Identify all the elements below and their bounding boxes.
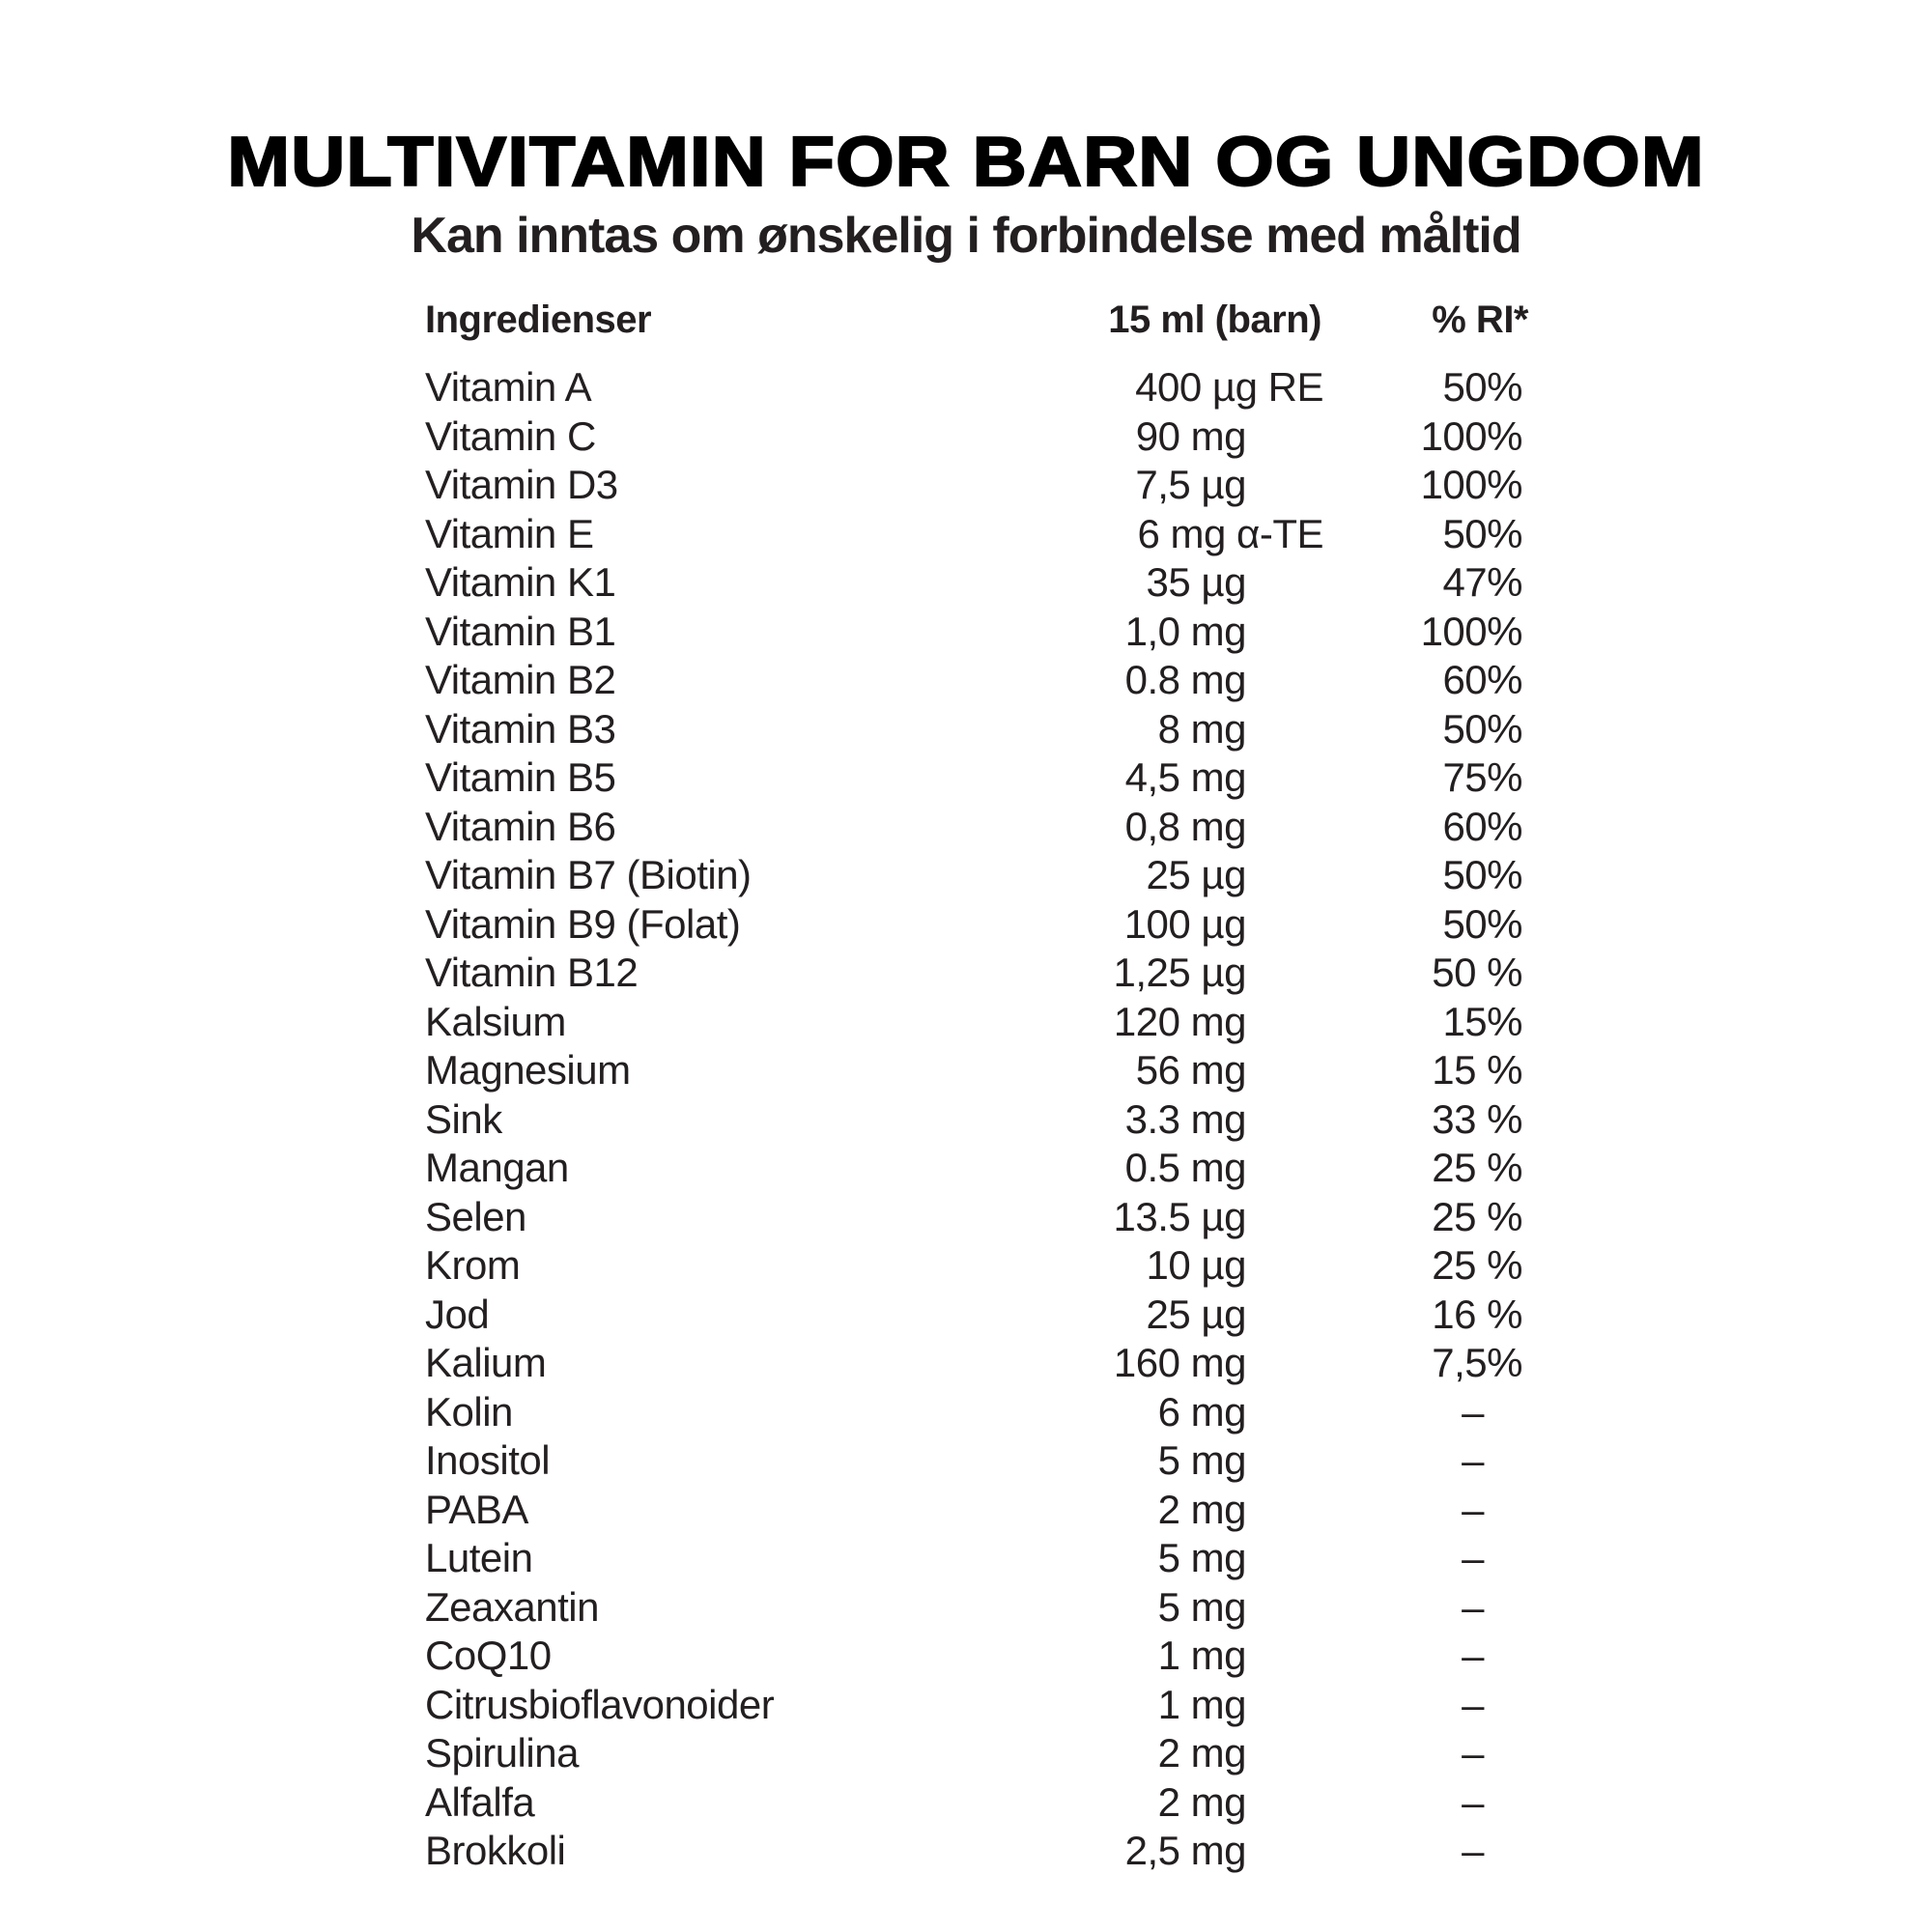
- ingredient-amount: 2 mg: [1157, 1486, 1246, 1532]
- table-row: [425, 1193, 1546, 1242]
- ingredient-name: Citrusbioflavonoider: [425, 1681, 775, 1727]
- ingredient-ri-percent: –: [1462, 1535, 1484, 1580]
- ingredient-name: Krom: [425, 1242, 521, 1288]
- ingredient-amount: 4,5 mg: [1124, 754, 1246, 800]
- ingredient-amount: 0.8 mg: [1124, 657, 1246, 702]
- table-row: [425, 1632, 1546, 1681]
- ingredient-amount: 1 mg: [1157, 1633, 1246, 1678]
- ingredient-ri-percent: –: [1462, 1828, 1484, 1873]
- ingredient-ri-percent: 7,5%: [1432, 1340, 1522, 1385]
- ingredient-name: Vitamin E: [425, 510, 594, 556]
- ingredient-name: Kalium: [425, 1340, 547, 1385]
- ingredient-name: Vitamin A: [425, 364, 592, 410]
- table-row: [425, 1388, 1546, 1437]
- ingredient-amount: 90 mg: [1135, 412, 1246, 459]
- ingredient-name: Vitamin B5: [425, 754, 616, 800]
- ingredient-amount: 100 µg: [1123, 900, 1246, 947]
- ingredients-table: [425, 296, 1546, 1876]
- ingredient-amount: 35 µg: [1146, 559, 1246, 605]
- table-row: [425, 608, 1546, 657]
- ingredient-amount: 8 mg: [1157, 705, 1246, 752]
- ingredient-name: PABA: [425, 1486, 528, 1532]
- ingredient-amount: 400 µg RE: [1135, 364, 1323, 410]
- ingredient-amount: 1 mg: [1157, 1681, 1246, 1727]
- table-row: [425, 900, 1546, 950]
- table-row: [425, 1291, 1546, 1340]
- ingredient-amount: 6 mg α-TE: [1137, 510, 1323, 556]
- ingredient-ri-percent: 50%: [1442, 852, 1522, 897]
- ingredient-ri-percent: 100%: [1420, 462, 1522, 507]
- ingredient-name: Selen: [425, 1193, 526, 1239]
- table-row: [425, 1681, 1546, 1730]
- ingredient-name: Zeaxantin: [425, 1583, 599, 1630]
- ingredient-amount: 25 µg: [1146, 1291, 1246, 1337]
- header-ingredient: Ingredienser: [425, 298, 652, 341]
- table-row: [425, 1827, 1546, 1876]
- ingredient-name: Mangan: [425, 1145, 569, 1190]
- ingredient-amount: 5 mg: [1157, 1583, 1246, 1630]
- header-amount: 15 ml (barn): [1108, 298, 1321, 341]
- ingredient-name: CoQ10: [425, 1633, 552, 1678]
- table-row: [425, 656, 1546, 705]
- ingredient-ri-percent: 100%: [1420, 608, 1522, 654]
- ingredient-amount: 7,5 µg: [1135, 462, 1246, 507]
- ingredient-ri-percent: 47%: [1442, 559, 1522, 605]
- table-row: [425, 1436, 1546, 1486]
- table-row: [425, 1583, 1546, 1633]
- ingredient-ri-percent: 50%: [1442, 900, 1522, 947]
- ingredient-name: Kalsium: [425, 998, 566, 1044]
- ingredient-ri-percent: 25 %: [1432, 1145, 1522, 1190]
- table-row: [425, 1729, 1546, 1778]
- ingredient-name: Vitamin B9 (Folat): [425, 900, 741, 947]
- ingredient-amount: 5 mg: [1157, 1535, 1246, 1580]
- ingredient-amount: 10 µg: [1146, 1242, 1246, 1288]
- page-subtitle: Kan inntas om ønskelig i forbindelse med måltid: [411, 208, 1521, 264]
- ingredient-name: Lutein: [425, 1535, 533, 1580]
- table-row: [425, 1534, 1546, 1583]
- ingredient-amount: 25 µg: [1146, 852, 1246, 897]
- table-row: [425, 803, 1546, 852]
- ingredient-ri-percent: –: [1462, 1633, 1484, 1678]
- table-row: [425, 1778, 1546, 1828]
- ingredient-ri-percent: 75%: [1442, 754, 1522, 800]
- header-ri: % RI*: [1432, 298, 1528, 341]
- ingredient-name: Sink: [425, 1095, 502, 1142]
- table-row: [425, 1339, 1546, 1388]
- ingredient-name: Vitamin C: [425, 412, 596, 459]
- ingredient-name: Vitamin B3: [425, 705, 616, 752]
- ingredient-ri-percent: –: [1462, 1583, 1484, 1630]
- ingredient-name: Inositol: [425, 1437, 551, 1483]
- ingredient-ri-percent: 15 %: [1432, 1047, 1522, 1093]
- ingredient-ri-percent: 16 %: [1432, 1291, 1522, 1337]
- page-title: MULTIVITAMIN FOR BARN OG UNGDOM: [227, 124, 1705, 202]
- ingredient-ri-percent: 60%: [1442, 657, 1522, 702]
- table-row: [425, 851, 1546, 900]
- ingredient-name: Vitamin B7 (Biotin): [425, 852, 752, 897]
- ingredient-amount: 160 mg: [1113, 1340, 1246, 1385]
- ingredient-name: Vitamin B1: [425, 608, 616, 654]
- table-row: [425, 412, 1546, 462]
- ingredient-ri-percent: –: [1462, 1778, 1484, 1825]
- ingredient-ri-percent: –: [1462, 1730, 1484, 1776]
- ingredient-amount: 0.5 mg: [1124, 1145, 1246, 1190]
- ingredient-ri-percent: 33 %: [1432, 1095, 1522, 1142]
- ingredient-name: Brokkoli: [425, 1828, 566, 1873]
- table-row: [425, 363, 1546, 412]
- table-row: [425, 705, 1546, 754]
- ingredient-name: Vitamin B12: [425, 950, 639, 995]
- table-row: [425, 998, 1546, 1047]
- ingredient-ri-percent: –: [1462, 1681, 1484, 1727]
- ingredient-name: Magnesium: [425, 1047, 631, 1093]
- ingredient-ri-percent: 50 %: [1432, 950, 1522, 995]
- ingredient-amount: 0,8 mg: [1124, 803, 1246, 849]
- ingredient-name: Spirulina: [425, 1730, 579, 1776]
- table-row: [425, 461, 1546, 510]
- ingredient-amount: 5 mg: [1157, 1437, 1246, 1483]
- ingredient-amount: 1,25 µg: [1113, 950, 1246, 995]
- ingredient-name: Vitamin B2: [425, 657, 616, 702]
- ingredient-amount: 13.5 µg: [1113, 1193, 1246, 1239]
- ingredient-amount: 1,0 mg: [1124, 608, 1246, 654]
- ingredient-amount: 3.3 mg: [1124, 1095, 1246, 1142]
- ingredient-ri-percent: 50%: [1442, 705, 1522, 752]
- ingredient-ri-percent: 50%: [1442, 364, 1522, 410]
- table-row: [425, 1144, 1546, 1193]
- ingredient-amount: 6 mg: [1157, 1388, 1246, 1435]
- table-row: [425, 558, 1546, 608]
- table-row: [425, 1241, 1546, 1291]
- ingredient-ri-percent: 50%: [1442, 510, 1522, 556]
- table-header-row: [425, 296, 1546, 344]
- ingredient-name: Vitamin D3: [425, 462, 618, 507]
- table-row: [425, 1046, 1546, 1095]
- ingredient-amount: 2 mg: [1157, 1730, 1246, 1776]
- table-row: [425, 949, 1546, 998]
- ingredient-ri-percent: 15%: [1442, 998, 1522, 1044]
- ingredient-amount: 56 mg: [1135, 1047, 1246, 1093]
- table-row: [425, 753, 1546, 803]
- ingredient-name: Vitamin B6: [425, 803, 616, 849]
- ingredient-name: Alfalfa: [425, 1778, 535, 1825]
- table-row: [425, 510, 1546, 559]
- table-row: [425, 1095, 1546, 1145]
- ingredient-name: Jod: [425, 1291, 490, 1337]
- ingredient-ri-percent: –: [1462, 1388, 1484, 1435]
- table-row: [425, 1486, 1546, 1535]
- ingredient-ri-percent: 25 %: [1432, 1193, 1522, 1239]
- ingredient-ri-percent: –: [1462, 1437, 1484, 1483]
- ingredient-ri-percent: 25 %: [1432, 1242, 1522, 1288]
- ingredient-amount: 2 mg: [1157, 1778, 1246, 1825]
- ingredient-amount: 120 mg: [1113, 998, 1246, 1044]
- ingredient-ri-percent: 60%: [1442, 803, 1522, 849]
- ingredient-name: Kolin: [425, 1388, 513, 1435]
- ingredient-ri-percent: –: [1462, 1486, 1484, 1532]
- ingredient-amount: 2,5 mg: [1124, 1828, 1246, 1873]
- table-body: [425, 363, 1546, 1876]
- ingredient-name: Vitamin K1: [425, 559, 616, 605]
- ingredient-ri-percent: 100%: [1420, 412, 1522, 459]
